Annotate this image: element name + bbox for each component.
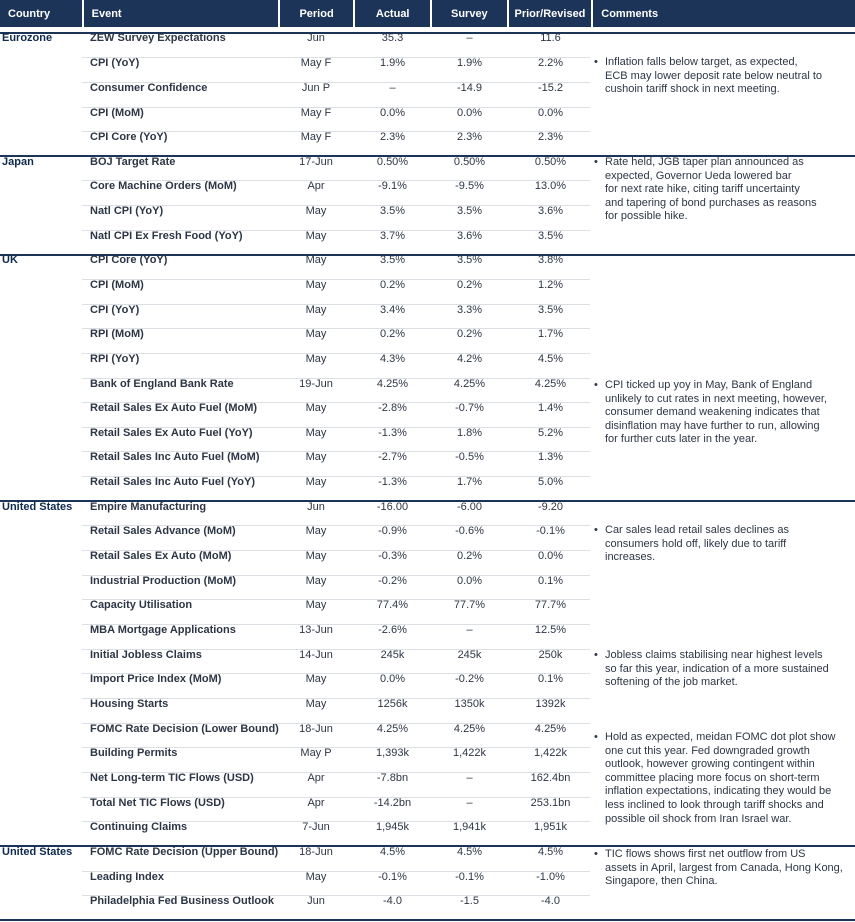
survey-cell: 1,941k	[452, 821, 487, 833]
survey-cell: 245k	[457, 649, 482, 661]
bullet-icon: •	[594, 56, 598, 68]
survey-cell: 0.2%	[456, 328, 483, 340]
actual-cell: 4.5%	[379, 846, 406, 858]
period-cell: May	[305, 279, 327, 291]
comment-block	[594, 848, 854, 889]
header-event: Event	[84, 0, 278, 27]
actual-cell: 1,945k	[375, 821, 410, 833]
comment-block	[594, 379, 854, 447]
comment-block	[594, 731, 854, 826]
prior-revised-cell: 1.3%	[537, 451, 564, 463]
prior-revised-cell: 1392k	[535, 698, 566, 710]
survey-cell: 0.0%	[456, 575, 483, 587]
event-cell: Retail Sales Ex Auto (MoM)	[90, 550, 232, 562]
prior-revised-cell: 253.1bn	[530, 797, 571, 809]
header-country: Country	[0, 0, 82, 27]
survey-cell: 0.2%	[456, 550, 483, 562]
period-cell: May	[305, 698, 327, 710]
event-cell: RPI (YoY)	[90, 353, 140, 365]
period-cell: May F	[300, 57, 332, 69]
actual-cell: 3.5%	[379, 205, 406, 217]
event-cell: MBA Mortgage Applications	[90, 624, 236, 636]
event-cell: Empire Manufacturing	[90, 501, 207, 513]
survey-cell: -0.2%	[455, 673, 484, 685]
period-cell: Jun	[307, 32, 325, 44]
country-cell: UK	[2, 254, 18, 266]
prior-revised-cell: 77.7%	[534, 599, 567, 611]
prior-revised-cell: 3.5%	[537, 230, 564, 242]
event-cell: Retail Sales Inc Auto Fuel (YoY)	[90, 476, 256, 488]
survey-cell: -9.5%	[455, 180, 484, 192]
survey-cell: 4.5%	[456, 846, 483, 858]
period-cell: May P	[300, 747, 332, 759]
period-cell: May	[305, 427, 327, 439]
period-cell: Jun P	[301, 82, 331, 94]
prior-revised-cell: -9.20	[537, 501, 564, 513]
period-cell: May	[305, 254, 327, 266]
survey-cell: 3.6%	[456, 230, 483, 242]
period-cell: May	[305, 353, 327, 365]
comment-text: CPI ticked up yoy in May, Bank of England unlikely to cut rates in next meeting, however, consumer demand weakening indicates that disinflation may have further to run, allowing for further cuts later in the year.	[605, 379, 827, 446]
bullet-icon: •	[594, 156, 598, 168]
survey-cell: 77.7%	[453, 599, 486, 611]
survey-cell: 1350k	[454, 698, 485, 710]
event-cell: Initial Jobless Claims	[90, 649, 202, 661]
event-cell: Bank of England Bank Rate	[90, 378, 234, 390]
event-cell: CPI (YoY)	[90, 57, 140, 69]
comment-text: Rate held, JGB taper plan announced as expected, Governor Ueda lowered bar for next rate hike, citing tariff uncertainty and tapering of bond purchases as reasons for possible hike.	[605, 156, 817, 223]
survey-cell: 3.5%	[456, 254, 483, 266]
period-cell: 18-Jun	[299, 723, 333, 735]
actual-cell: 0.50%	[376, 156, 409, 168]
survey-cell: –	[466, 32, 473, 44]
period-cell: May	[305, 871, 327, 883]
actual-cell: -0.1%	[378, 871, 407, 883]
survey-cell: 4.25%	[453, 723, 486, 735]
event-cell: BOJ Target Rate	[90, 156, 176, 168]
comment-block	[594, 56, 854, 97]
header-comments: Comments	[593, 0, 855, 27]
prior-revised-cell: 2.3%	[537, 131, 564, 143]
actual-cell: -0.9%	[378, 525, 407, 537]
prior-revised-cell: 3.5%	[537, 304, 564, 316]
bullet-icon: •	[594, 524, 598, 536]
survey-cell: -14.9	[456, 82, 483, 94]
event-cell: Retail Sales Ex Auto Fuel (MoM)	[90, 402, 258, 414]
prior-revised-cell: 3.8%	[537, 254, 564, 266]
period-cell: May	[305, 451, 327, 463]
period-cell: May	[305, 476, 327, 488]
period-cell: Apr	[307, 180, 325, 192]
event-cell: Philadelphia Fed Business Outlook	[90, 895, 274, 907]
period-cell: May F	[300, 107, 332, 119]
prior-revised-cell: 1,422k	[533, 747, 568, 759]
event-cell: Import Price Index (MoM)	[90, 673, 222, 685]
header-period: Period	[280, 0, 354, 27]
actual-cell: -2.7%	[378, 451, 407, 463]
period-cell: 19-Jun	[299, 378, 333, 390]
survey-cell: –	[466, 624, 473, 636]
prior-revised-cell: 250k	[538, 649, 563, 661]
period-cell: Apr	[307, 772, 325, 784]
actual-cell: 3.7%	[379, 230, 406, 242]
period-cell: May	[305, 402, 327, 414]
survey-cell: 0.2%	[456, 279, 483, 291]
event-cell: CPI (MoM)	[90, 107, 144, 119]
survey-cell: 1,422k	[452, 747, 487, 759]
prior-revised-cell: 5.2%	[537, 427, 564, 439]
prior-revised-cell: 5.0%	[537, 476, 564, 488]
actual-cell: 2.3%	[379, 131, 406, 143]
comment-text: TIC flows shows first net outflow from US assets in April, largest from Canada, Hong Kong, Singapore, then China.	[605, 848, 843, 888]
period-cell: May	[305, 304, 327, 316]
comment-block	[594, 156, 854, 224]
event-cell: Total Net TIC Flows (USD)	[90, 797, 225, 809]
header-actual: Actual	[355, 0, 430, 27]
period-cell: May	[305, 599, 327, 611]
actual-cell: -1.3%	[378, 476, 407, 488]
event-cell: Net Long-term TIC Flows (USD)	[90, 772, 254, 784]
actual-cell: –	[389, 82, 396, 94]
survey-cell: -0.5%	[455, 451, 484, 463]
actual-cell: 0.2%	[379, 328, 406, 340]
survey-cell: 3.3%	[456, 304, 483, 316]
bullet-icon: •	[594, 848, 598, 860]
survey-cell: 0.0%	[456, 107, 483, 119]
actual-cell: 1.9%	[379, 57, 406, 69]
prior-revised-cell: 13.0%	[534, 180, 567, 192]
event-cell: FOMC Rate Decision (Upper Bound)	[90, 846, 279, 858]
prior-revised-cell: 2.2%	[537, 57, 564, 69]
comment-block	[594, 524, 854, 565]
event-cell: Natl CPI Ex Fresh Food (YoY)	[90, 230, 243, 242]
prior-revised-cell: 162.4bn	[530, 772, 571, 784]
survey-cell: –	[466, 772, 473, 784]
prior-revised-cell: 1.7%	[537, 328, 564, 340]
period-cell: May	[305, 525, 327, 537]
period-cell: May	[305, 230, 327, 242]
period-cell: 14-Jun	[299, 649, 333, 661]
prior-revised-cell: 3.6%	[537, 205, 564, 217]
actual-cell: -2.6%	[378, 624, 407, 636]
event-cell: Core Machine Orders (MoM)	[90, 180, 237, 192]
survey-cell: 4.25%	[453, 378, 486, 390]
period-cell: 13-Jun	[299, 624, 333, 636]
comment-block	[594, 649, 854, 690]
period-cell: 17-Jun	[299, 156, 333, 168]
survey-cell: 1.7%	[456, 476, 483, 488]
event-cell: Retail Sales Ex Auto Fuel (YoY)	[90, 427, 253, 439]
country-cell: United States	[2, 846, 73, 858]
survey-cell: -0.1%	[455, 871, 484, 883]
table-header	[0, 0, 855, 27]
actual-cell: -0.2%	[378, 575, 407, 587]
event-cell: Continuing Claims	[90, 821, 188, 833]
period-cell: Jun	[307, 501, 325, 513]
actual-cell: 1,393k	[375, 747, 410, 759]
event-cell: CPI (MoM)	[90, 279, 144, 291]
actual-cell: 4.3%	[379, 353, 406, 365]
event-cell: CPI (YoY)	[90, 304, 140, 316]
actual-cell: -7.8bn	[376, 772, 409, 784]
actual-cell: 77.4%	[376, 599, 409, 611]
event-cell: FOMC Rate Decision (Lower Bound)	[90, 723, 279, 735]
prior-revised-cell: -15.2	[537, 82, 564, 94]
event-cell: Building Permits	[90, 747, 178, 759]
prior-revised-cell: 0.0%	[537, 550, 564, 562]
actual-cell: -2.8%	[378, 402, 407, 414]
prior-revised-cell: -1.0%	[536, 871, 565, 883]
period-cell: Jun	[307, 895, 325, 907]
period-cell: May	[305, 550, 327, 562]
actual-cell: -4.0	[383, 895, 402, 907]
actual-cell: 35.3	[381, 32, 404, 44]
survey-cell: 0.50%	[453, 156, 486, 168]
event-cell: Industrial Production (MoM)	[90, 575, 237, 587]
prior-revised-cell: 0.1%	[537, 673, 564, 685]
country-cell: Eurozone	[2, 32, 53, 44]
section-divider	[0, 919, 855, 921]
period-cell: May	[305, 328, 327, 340]
prior-revised-cell: 0.50%	[534, 156, 567, 168]
prior-revised-cell: 0.1%	[537, 575, 564, 587]
actual-cell: 3.4%	[379, 304, 406, 316]
event-cell: RPI (MoM)	[90, 328, 144, 340]
comment-text: Inflation falls below target, as expected, ECB may lower deposit rate below neutral to cushoin tariff shock in next meeting.	[605, 56, 823, 96]
bullet-icon: •	[594, 649, 598, 661]
comment-text: Hold as expected, meidan FOMC dot plot show one cut this year. Fed downgraded growth outlook, however growing contingent within committee placing more focus on short-term inflation expectations, indicating they would be less inclined to look through tariff shocks and possible oil shock from Iran Israel war.	[605, 731, 836, 825]
period-cell: May	[305, 575, 327, 587]
comment-text: Car sales lead retail sales declines as consumers hold off, likely due to tariff increases.	[605, 524, 790, 564]
actual-cell: 0.2%	[379, 279, 406, 291]
survey-cell: 1.9%	[456, 57, 483, 69]
event-cell: Retail Sales Inc Auto Fuel (MoM)	[90, 451, 260, 463]
bullet-icon: •	[594, 379, 598, 391]
prior-revised-cell: -4.0	[541, 895, 560, 907]
actual-cell: 0.0%	[379, 673, 406, 685]
prior-revised-cell: 4.25%	[534, 378, 567, 390]
prior-revised-cell: 1.2%	[537, 279, 564, 291]
event-cell: CPI Core (YoY)	[90, 131, 168, 143]
survey-cell: -0.7%	[455, 402, 484, 414]
prior-revised-cell: -0.1%	[536, 525, 565, 537]
period-cell: May F	[300, 131, 332, 143]
actual-cell: 0.0%	[379, 107, 406, 119]
survey-cell: -0.6%	[455, 525, 484, 537]
actual-cell: -9.1%	[378, 180, 407, 192]
comment-text: Jobless claims stabilising near highest levels so far this year, indication of a more sustained softening of the job market.	[605, 649, 829, 689]
event-cell: Leading Index	[90, 871, 164, 883]
survey-cell: 2.3%	[456, 131, 483, 143]
prior-revised-cell: 1,951k	[533, 821, 568, 833]
header-prior-revised: Prior/Revised	[509, 0, 592, 27]
event-cell: Retail Sales Advance (MoM)	[90, 525, 236, 537]
bullet-icon: •	[594, 731, 598, 743]
event-cell: Housing Starts	[90, 698, 169, 710]
survey-cell: -6.00	[456, 501, 483, 513]
actual-cell: 245k	[380, 649, 405, 661]
country-cell: United States	[2, 501, 73, 513]
event-cell: Consumer Confidence	[90, 82, 208, 94]
prior-revised-cell: 11.6	[540, 32, 561, 44]
period-cell: May	[305, 673, 327, 685]
event-cell: Capacity Utilisation	[90, 599, 193, 611]
header-survey: Survey	[432, 0, 507, 27]
prior-revised-cell: 4.25%	[534, 723, 567, 735]
survey-cell: 1.8%	[456, 427, 483, 439]
actual-cell: 4.25%	[376, 723, 409, 735]
period-cell: May	[305, 205, 327, 217]
actual-cell: -14.2bn	[373, 797, 412, 809]
actual-cell: 3.5%	[379, 254, 406, 266]
survey-cell: 3.5%	[456, 205, 483, 217]
survey-cell: –	[466, 797, 473, 809]
prior-revised-cell: 4.5%	[537, 846, 564, 858]
actual-cell: -1.3%	[378, 427, 407, 439]
survey-cell: 4.2%	[456, 353, 483, 365]
period-cell: 7-Jun	[302, 821, 330, 833]
prior-revised-cell: 12.5%	[534, 624, 567, 636]
country-cell: Japan	[2, 156, 34, 168]
prior-revised-cell: 4.5%	[537, 353, 564, 365]
actual-cell: -16.00	[376, 501, 409, 513]
period-cell: Apr	[307, 797, 325, 809]
actual-cell: -0.3%	[378, 550, 407, 562]
period-cell: 18-Jun	[299, 846, 333, 858]
event-cell: CPI Core (YoY)	[90, 254, 168, 266]
survey-cell: -1.5	[460, 895, 479, 907]
prior-revised-cell: 1.4%	[537, 402, 564, 414]
actual-cell: 1256k	[377, 698, 408, 710]
event-cell: ZEW Survey Expectations	[90, 32, 226, 44]
event-cell: Natl CPI (YoY)	[90, 205, 164, 217]
actual-cell: 4.25%	[376, 378, 409, 390]
prior-revised-cell: 0.0%	[537, 107, 564, 119]
